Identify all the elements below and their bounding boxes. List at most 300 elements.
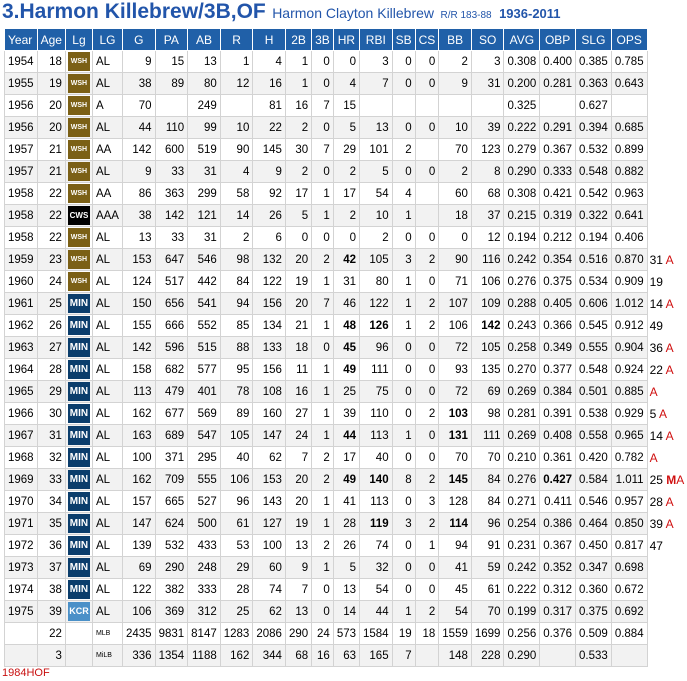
stat-avg: 0.269 bbox=[504, 425, 540, 447]
team-cell bbox=[65, 139, 92, 161]
stat-obp: 0.354 bbox=[540, 249, 576, 271]
stat-ops bbox=[611, 95, 647, 117]
team-logo-min[interactable]: MIN bbox=[68, 294, 90, 313]
age-cell: 30 bbox=[37, 403, 65, 425]
awards-cell bbox=[647, 95, 687, 117]
league-cell: AL bbox=[92, 469, 122, 491]
stat-bb: 9 bbox=[439, 73, 472, 95]
stat-obp: 0.291 bbox=[540, 117, 576, 139]
column-header[interactable]: LG bbox=[92, 29, 122, 51]
stat-sb: 0 bbox=[392, 557, 415, 579]
stat-r: 105 bbox=[220, 425, 253, 447]
mvp-rank: 5 bbox=[649, 406, 657, 421]
total-avg: 0.256 bbox=[504, 623, 540, 645]
stat-ab: 312 bbox=[188, 601, 221, 623]
team-cell bbox=[65, 513, 92, 535]
awards-cell bbox=[647, 535, 687, 557]
stat-pa: 89 bbox=[155, 73, 188, 95]
stat-ops: 1.012 bbox=[611, 293, 647, 315]
stat-cs: 0 bbox=[415, 337, 439, 359]
team-cell bbox=[65, 227, 92, 249]
award-letters: A bbox=[658, 406, 667, 421]
stat-ab: 401 bbox=[188, 381, 221, 403]
team-logo-min[interactable]: MIN bbox=[68, 338, 90, 357]
table-row bbox=[5, 359, 687, 381]
stat-g: 38 bbox=[122, 73, 155, 95]
stat-rbi: 10 bbox=[360, 205, 393, 227]
stat-so: 31 bbox=[471, 73, 504, 95]
age-cell: 20 bbox=[37, 95, 65, 117]
column-header[interactable]: SB bbox=[392, 29, 415, 51]
team-logo-wsh[interactable]: WSH bbox=[68, 96, 90, 115]
stat-obp: 0.366 bbox=[540, 315, 576, 337]
team-cell bbox=[65, 601, 92, 623]
team-logo-min[interactable]: MIN bbox=[68, 360, 90, 379]
league-cell: AL bbox=[92, 381, 122, 403]
stat-r: 1 bbox=[220, 51, 253, 73]
total-ab: 1188 bbox=[188, 645, 221, 667]
stat-cs: 1 bbox=[415, 535, 439, 557]
stat-avg: 0.271 bbox=[504, 491, 540, 513]
mvp-rank: 39 bbox=[649, 516, 663, 531]
age-cell: 29 bbox=[37, 381, 65, 403]
stat-h: 4 bbox=[253, 51, 286, 73]
stat-avg: 0.242 bbox=[504, 557, 540, 579]
age-cell: 28 bbox=[37, 359, 65, 381]
column-header[interactable]: G bbox=[122, 29, 155, 51]
stat-cs: 2 bbox=[415, 601, 439, 623]
stat-bb: 145 bbox=[439, 469, 472, 491]
column-header[interactable]: Lg bbox=[65, 29, 92, 51]
team-logo-min[interactable]: MIN bbox=[68, 426, 90, 445]
team-logo-min[interactable]: MIN bbox=[68, 492, 90, 511]
mvp-rank: 22 bbox=[649, 362, 663, 377]
team-cell bbox=[65, 579, 92, 601]
stat-so: 70 bbox=[471, 447, 504, 469]
column-header[interactable]: 3B bbox=[312, 29, 334, 51]
stat-r: 61 bbox=[220, 513, 253, 535]
total-bb: 1559 bbox=[439, 623, 472, 645]
stat-pa: 142 bbox=[155, 205, 188, 227]
stat-g: 153 bbox=[122, 249, 155, 271]
stat-rbi: 2 bbox=[360, 227, 393, 249]
team-cell bbox=[65, 205, 92, 227]
stat-hr: 4 bbox=[333, 73, 359, 95]
stat-h: 156 bbox=[253, 359, 286, 381]
total-ops: 0.884 bbox=[611, 623, 647, 645]
column-header[interactable]: OPS bbox=[611, 29, 647, 51]
stat-d: 24 bbox=[285, 425, 311, 447]
stat-g: 142 bbox=[122, 139, 155, 161]
stat-slg: 0.385 bbox=[576, 51, 612, 73]
column-header[interactable]: PA bbox=[155, 29, 188, 51]
stat-bb: 94 bbox=[439, 535, 472, 557]
stat-sb: 1 bbox=[392, 425, 415, 447]
team-cell bbox=[65, 447, 92, 469]
stat-d: 16 bbox=[285, 95, 311, 117]
stat-t: 7 bbox=[312, 293, 334, 315]
stat-hr: 49 bbox=[333, 469, 359, 491]
stat-bb: 128 bbox=[439, 491, 472, 513]
league-cell: AL bbox=[92, 513, 122, 535]
age-cell: 19 bbox=[37, 73, 65, 95]
stat-g: 157 bbox=[122, 491, 155, 513]
year-cell: 1958 bbox=[5, 227, 38, 249]
team-logo-wsh[interactable]: WSH bbox=[68, 184, 90, 203]
stat-cs: 0 bbox=[415, 51, 439, 73]
stat-rbi: 40 bbox=[360, 447, 393, 469]
team-cell bbox=[65, 73, 92, 95]
stat-ops: 0.899 bbox=[611, 139, 647, 161]
stat-ab: 527 bbox=[188, 491, 221, 513]
stat-sb: 0 bbox=[392, 447, 415, 469]
year-cell: 1968 bbox=[5, 447, 38, 469]
stat-so: 12 bbox=[471, 227, 504, 249]
stat-t: 0 bbox=[312, 51, 334, 73]
age-cell: 21 bbox=[37, 161, 65, 183]
stat-r: 53 bbox=[220, 535, 253, 557]
stat-hr: 17 bbox=[333, 183, 359, 205]
stat-pa: 110 bbox=[155, 117, 188, 139]
awards-cell bbox=[647, 623, 687, 645]
stat-h: 60 bbox=[253, 557, 286, 579]
stat-ab: 519 bbox=[188, 139, 221, 161]
mvp-rank: 19 bbox=[649, 274, 663, 289]
stat-hr: 14 bbox=[333, 601, 359, 623]
stat-obp: 0.361 bbox=[540, 447, 576, 469]
stat-slg: 0.194 bbox=[576, 227, 612, 249]
stat-h: 147 bbox=[253, 425, 286, 447]
league-cell: AL bbox=[92, 425, 122, 447]
league-cell: AAA bbox=[92, 205, 122, 227]
year-cell: 1959 bbox=[5, 249, 38, 271]
stat-bb: 93 bbox=[439, 359, 472, 381]
stat-avg: 0.281 bbox=[504, 403, 540, 425]
stat-bb: 54 bbox=[439, 601, 472, 623]
stat-g: 100 bbox=[122, 447, 155, 469]
team-logo-min[interactable]: MIN bbox=[68, 470, 90, 489]
column-header[interactable]: CS bbox=[415, 29, 439, 51]
stat-avg: 0.210 bbox=[504, 447, 540, 469]
age-cell: 32 bbox=[37, 447, 65, 469]
stat-h: 92 bbox=[253, 183, 286, 205]
stat-cs: 0 bbox=[415, 271, 439, 293]
team-logo-min[interactable]: MIN bbox=[68, 580, 90, 599]
stat-d: 20 bbox=[285, 469, 311, 491]
stat-obp: 0.333 bbox=[540, 161, 576, 183]
year-cell: 1965 bbox=[5, 381, 38, 403]
league-cell: AL bbox=[92, 293, 122, 315]
team-cell bbox=[65, 403, 92, 425]
stat-bb: 114 bbox=[439, 513, 472, 535]
stat-ab: 13 bbox=[188, 51, 221, 73]
stat-r: 89 bbox=[220, 403, 253, 425]
stat-t: 0 bbox=[312, 73, 334, 95]
stat-rbi: 119 bbox=[360, 513, 393, 535]
stat-g: 155 bbox=[122, 315, 155, 337]
team-logo-wsh[interactable]: WSH bbox=[68, 250, 90, 269]
stat-rbi: 105 bbox=[360, 249, 393, 271]
total-d: 290 bbox=[285, 623, 311, 645]
stat-so: 70 bbox=[471, 601, 504, 623]
total-h: 2086 bbox=[253, 623, 286, 645]
stat-ab: 248 bbox=[188, 557, 221, 579]
league-cell: AL bbox=[92, 601, 122, 623]
stat-ab: 552 bbox=[188, 315, 221, 337]
team-cell bbox=[65, 337, 92, 359]
total-pa: 1354 bbox=[155, 645, 188, 667]
awards-cell bbox=[647, 183, 687, 205]
stat-rbi: 96 bbox=[360, 337, 393, 359]
stat-t: 1 bbox=[312, 381, 334, 403]
year-cell: 1956 bbox=[5, 95, 38, 117]
stat-slg: 0.360 bbox=[576, 579, 612, 601]
stat-hr: 5 bbox=[333, 557, 359, 579]
awards-cell bbox=[647, 645, 687, 667]
league-cell: AL bbox=[92, 271, 122, 293]
team-logo-cws[interactable]: CWS bbox=[68, 206, 90, 225]
column-header[interactable]: RBI bbox=[360, 29, 393, 51]
team-logo-min[interactable]: MIN bbox=[68, 514, 90, 533]
stat-cs: 2 bbox=[415, 293, 439, 315]
stat-avg: 0.231 bbox=[504, 535, 540, 557]
year-cell: 1957 bbox=[5, 161, 38, 183]
team-logo-min[interactable]: MIN bbox=[68, 448, 90, 467]
stat-slg: 0.555 bbox=[576, 337, 612, 359]
awards-cell bbox=[647, 337, 687, 359]
totals-row bbox=[5, 645, 687, 667]
stat-so: 123 bbox=[471, 139, 504, 161]
stat-cs: 0 bbox=[415, 161, 439, 183]
player-header bbox=[2, 0, 561, 26]
team-logo-wsh[interactable]: WSH bbox=[68, 272, 90, 291]
stat-d: 13 bbox=[285, 535, 311, 557]
stat-d: 21 bbox=[285, 315, 311, 337]
age-cell: 35 bbox=[37, 513, 65, 535]
stat-bb: 72 bbox=[439, 381, 472, 403]
seasons-cell: 22 bbox=[37, 623, 65, 645]
year-cell: 1974 bbox=[5, 579, 38, 601]
stat-ops: 0.957 bbox=[611, 491, 647, 513]
column-header[interactable]: AB bbox=[188, 29, 221, 51]
year-cell bbox=[5, 623, 38, 645]
stat-cs: 2 bbox=[415, 513, 439, 535]
stat-g: 142 bbox=[122, 337, 155, 359]
column-header[interactable]: BB bbox=[439, 29, 472, 51]
stat-pa: 682 bbox=[155, 359, 188, 381]
table-row bbox=[5, 579, 687, 601]
stat-slg: 0.546 bbox=[576, 491, 612, 513]
bats-throws: R/R 183-88 bbox=[440, 10, 492, 21]
year-cell: 1961 bbox=[5, 293, 38, 315]
stat-pa: 624 bbox=[155, 513, 188, 535]
stat-cs: 0 bbox=[415, 579, 439, 601]
stat-ops: 0.909 bbox=[611, 271, 647, 293]
table-row bbox=[5, 293, 687, 315]
stat-g: 158 bbox=[122, 359, 155, 381]
team-logo-wsh[interactable]: WSH bbox=[68, 162, 90, 181]
awards-cell bbox=[647, 425, 687, 447]
stat-sb: 0 bbox=[392, 73, 415, 95]
team-cell bbox=[65, 95, 92, 117]
team-logo-wsh[interactable]: WSH bbox=[68, 140, 90, 159]
total-cs bbox=[415, 645, 439, 667]
team-logo-min[interactable]: MIN bbox=[68, 316, 90, 335]
stat-ab: 433 bbox=[188, 535, 221, 557]
stat-bb: 71 bbox=[439, 271, 472, 293]
stat-so: 116 bbox=[471, 249, 504, 271]
stat-h: 134 bbox=[253, 315, 286, 337]
stat-ops: 0.904 bbox=[611, 337, 647, 359]
stat-d: 19 bbox=[285, 271, 311, 293]
stat-slg: 0.558 bbox=[576, 425, 612, 447]
team-cell bbox=[65, 535, 92, 557]
stat-obp: 0.317 bbox=[540, 601, 576, 623]
stat-rbi: 140 bbox=[360, 469, 393, 491]
stat-obp: 0.349 bbox=[540, 337, 576, 359]
stat-ops: 0.782 bbox=[611, 447, 647, 469]
team-logo-min[interactable]: MIN bbox=[68, 404, 90, 423]
team-cell bbox=[65, 645, 92, 667]
stat-avg: 0.222 bbox=[504, 579, 540, 601]
stat-rbi: 74 bbox=[360, 535, 393, 557]
column-header[interactable]: Year bbox=[5, 29, 38, 51]
team-logo-min[interactable]: MIN bbox=[68, 382, 90, 401]
league-cell: AL bbox=[92, 161, 122, 183]
stat-bb: 18 bbox=[439, 205, 472, 227]
stat-t: 1 bbox=[312, 359, 334, 381]
stat-ops: 0.885 bbox=[611, 381, 647, 403]
stat-so: 37 bbox=[471, 205, 504, 227]
mvp-rank: 25 bbox=[649, 472, 663, 487]
stat-r: 88 bbox=[220, 337, 253, 359]
stat-d: 30 bbox=[285, 139, 311, 161]
team-logo-wsh[interactable]: WSH bbox=[68, 228, 90, 247]
year-cell: 1970 bbox=[5, 491, 38, 513]
stat-obp: 0.408 bbox=[540, 425, 576, 447]
league-total-label: MiLB bbox=[92, 645, 122, 667]
team-cell bbox=[65, 51, 92, 73]
stat-ops: 1.011 bbox=[611, 469, 647, 491]
stat-avg: 0.242 bbox=[504, 249, 540, 271]
table-row bbox=[5, 381, 687, 403]
mvp-rank: 49 bbox=[649, 318, 663, 333]
stat-d: 18 bbox=[285, 337, 311, 359]
year-cell: 1954 bbox=[5, 51, 38, 73]
stat-cs: 0 bbox=[415, 227, 439, 249]
total-sb: 7 bbox=[392, 645, 415, 667]
stat-slg: 0.322 bbox=[576, 205, 612, 227]
stat-avg: 0.269 bbox=[504, 381, 540, 403]
stat-rbi: 113 bbox=[360, 491, 393, 513]
stat-rbi: 126 bbox=[360, 315, 393, 337]
table-row bbox=[5, 95, 687, 117]
stat-avg: 0.276 bbox=[504, 271, 540, 293]
stat-d: 0 bbox=[285, 227, 311, 249]
league-cell: AL bbox=[92, 579, 122, 601]
stat-sb: 3 bbox=[392, 249, 415, 271]
stat-rbi: 122 bbox=[360, 293, 393, 315]
team-cell bbox=[65, 381, 92, 403]
stat-d: 1 bbox=[285, 51, 311, 73]
team-logo-min[interactable]: MIN bbox=[68, 558, 90, 577]
column-header[interactable]: SLG bbox=[576, 29, 612, 51]
year-cell: 1960 bbox=[5, 271, 38, 293]
league-cell: AA bbox=[92, 183, 122, 205]
league-cell: AL bbox=[92, 315, 122, 337]
stat-slg: 0.534 bbox=[576, 271, 612, 293]
stat-h: 133 bbox=[253, 337, 286, 359]
year-cell: 1969 bbox=[5, 469, 38, 491]
stat-d: 2 bbox=[285, 161, 311, 183]
column-header[interactable]: R bbox=[220, 29, 253, 51]
stat-pa: 709 bbox=[155, 469, 188, 491]
stat-bb: 90 bbox=[439, 249, 472, 271]
column-header[interactable]: OBP bbox=[540, 29, 576, 51]
stat-g: 86 bbox=[122, 183, 155, 205]
league-cell: AL bbox=[92, 403, 122, 425]
stat-g: 44 bbox=[122, 117, 155, 139]
team-logo-wsh[interactable]: WSH bbox=[68, 52, 90, 71]
stat-h: 62 bbox=[253, 601, 286, 623]
award-letters: A bbox=[665, 252, 674, 267]
stat-obp: 0.391 bbox=[540, 403, 576, 425]
stat-obp: 0.377 bbox=[540, 359, 576, 381]
column-header[interactable]: 2B bbox=[285, 29, 311, 51]
stat-cs: 0 bbox=[415, 425, 439, 447]
stat-ops: 0.870 bbox=[611, 249, 647, 271]
stat-obp: 0.427 bbox=[540, 469, 576, 491]
stat-bb: 0 bbox=[439, 227, 472, 249]
stat-so: 59 bbox=[471, 557, 504, 579]
column-header[interactable]: H bbox=[253, 29, 286, 51]
stat-d: 5 bbox=[285, 205, 311, 227]
column-header[interactable]: SO bbox=[471, 29, 504, 51]
team-logo-wsh[interactable]: WSH bbox=[68, 118, 90, 137]
year-cell: 1962 bbox=[5, 315, 38, 337]
column-header[interactable]: AVG bbox=[504, 29, 540, 51]
seasons-cell: 3 bbox=[37, 645, 65, 667]
stat-t: 1 bbox=[312, 205, 334, 227]
stat-cs: 0 bbox=[415, 73, 439, 95]
stat-g: 70 bbox=[122, 95, 155, 117]
stat-obp: 0.312 bbox=[540, 579, 576, 601]
awards-cell bbox=[647, 403, 687, 425]
team-logo-kcr[interactable]: KCR bbox=[68, 602, 90, 621]
stat-sb: 0 bbox=[392, 359, 415, 381]
awards-cell bbox=[647, 51, 687, 73]
year-cell bbox=[5, 645, 38, 667]
stat-t: 0 bbox=[312, 117, 334, 139]
year-cell: 1958 bbox=[5, 183, 38, 205]
total-so: 1699 bbox=[471, 623, 504, 645]
awards-cell bbox=[647, 557, 687, 579]
team-logo-min[interactable]: MIN bbox=[68, 536, 90, 555]
table-row bbox=[5, 447, 687, 469]
stat-ab: 577 bbox=[188, 359, 221, 381]
league-cell: AL bbox=[92, 117, 122, 139]
stat-sb: 0 bbox=[392, 161, 415, 183]
stat-avg: 0.199 bbox=[504, 601, 540, 623]
total-rbi: 1584 bbox=[360, 623, 393, 645]
team-logo-wsh[interactable]: WSH bbox=[68, 74, 90, 93]
stat-avg: 0.270 bbox=[504, 359, 540, 381]
stat-r: 2 bbox=[220, 227, 253, 249]
stat-bb: 106 bbox=[439, 315, 472, 337]
stat-obp: 0.367 bbox=[540, 139, 576, 161]
column-header[interactable]: Age bbox=[37, 29, 65, 51]
column-header[interactable]: HR bbox=[333, 29, 359, 51]
